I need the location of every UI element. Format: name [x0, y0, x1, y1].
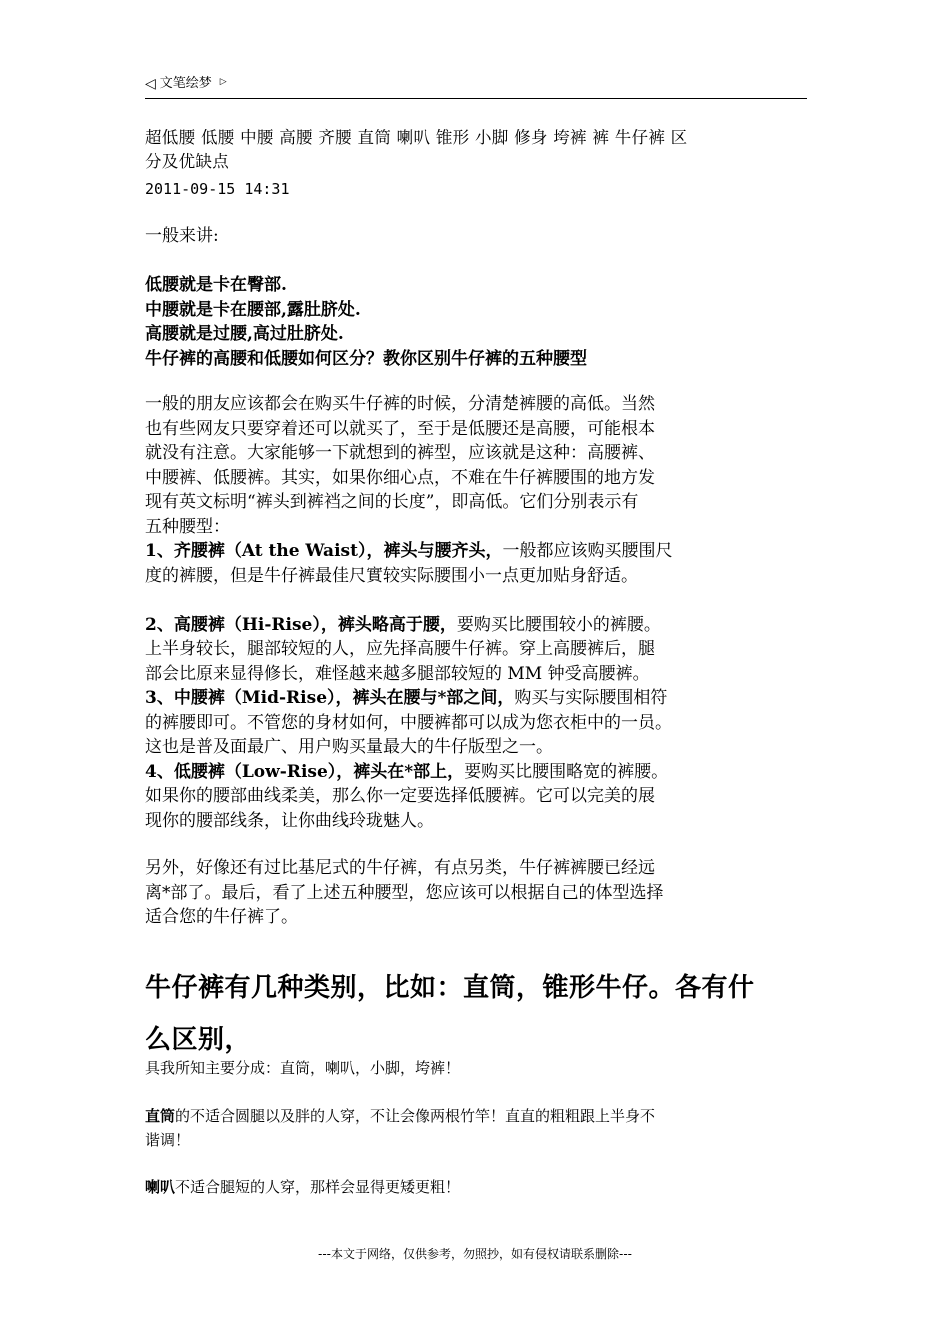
brand-name: 文笔绘梦 [159, 76, 212, 91]
page-footer-disclaimer: ---本文于网络，仅供参考，勿照抄，如有侵权请联系删除--- [318, 1247, 632, 1261]
waist-definitions [145, 273, 807, 371]
answer-straight: 直筒的不适合圆腿以及胖的人穿，不让会像两根竹竿！直直的粗粗跟上半身不 谐调！ [145, 1107, 656, 1149]
definition-line: 高腰就是过腰,高过肚脐处. [145, 324, 344, 344]
article-title: 超低腰 低腰 中腰 高腰 齐腰 直筒 喇叭 锥形 小脚 修身 垮裤 裤 牛仔裤 区 分及优缺点 [145, 128, 688, 171]
triangle-right-icon: ▷ [219, 77, 227, 87]
list-item: 1、齐腰裤（At the Waist），裤头与腰齐头，一般都应该购买腰围尺 [145, 541, 673, 561]
definition-line: 低腰就是卡在臀部. [145, 275, 287, 295]
list-item: 2、高腰裤（Hi-Rise），裤头略高于腰，要购买比腰围较小的裤腰。 [145, 614, 661, 635]
answer-intro: 具我所知主要分成：直筒，喇叭，小脚，垮裤！ [145, 1059, 461, 1077]
definition-line: 中腰就是卡在腰部,露肚脐处. [145, 299, 361, 320]
intro-text: 一般来讲: [145, 226, 219, 246]
list-item: 4、低腰裤（Low-Rise），裤头在*部上，要购买比腰围略宽的裤腰。 [145, 761, 669, 782]
section-heading: 牛仔裤有几种类别，比如：直筒，锥形牛仔。各有什 么区别， [145, 973, 755, 1055]
triangle-left-icon: ◁ [145, 76, 156, 92]
subheading-line: 牛仔裤的高腰和低腰如何区分？教你区别牛仔裤的五种腰型 [145, 348, 587, 369]
body-section-waist-types: 一般的朋友应该都会在购买牛仔裤的时候，分清楚裤腰的高低。当然 也有些网友只要穿着还可以就买了，至于是低腰还是高腰，可能根本 就没有注意。大家能够一下就想到的裤型，应该就是这种：高腰裤、 中腰裤、低腰裤。其实，如果你细心点，不难在牛仔裤腰围的地方发 现有英文标明“裤头到裤裆之间的长度”，即高低。它们分别表示有 五种腰型： 1、齐腰裤（At the Waist），裤头与腰齐头，一般都应该购买腰围尺 度的裤腰，但是牛仔裤最佳尺實较实际腰围小一点更加贴身舒适。 2、高腰裤（Hi-Rise），裤头略高于腰，要购买比腰围较小的裤腰。 上半身较长，腿部较短的人，应先择高腰牛仔裤。穿上高腰裤后，腿 部会比原来显得修长，难怪越来越多腿部较短的 MM 钟受高腰裤。 3、中腰裤（Mid-Rise），裤头在腰与*部之间，购买与实际腰围相符 的裤腰即可。不管您的身材如何，中腰裤都可以成为您衣柜中的一员。 这也是普及面最广、用户购买量最大的牛仔版型之一。 4、低腰裤（Low-Rise），裤头在*部上，要购买比腰围略宽的裤腰。 如果你的腰部曲线柔美，那么你一定要选择低腰裤。它可以完美的展 现你的腰部线条，让你曲线玲珑魅人。 [145, 392, 807, 833]
body-paragraph-closing: 另外，好像还有过比基尼式的牛仔裤，有点另类，牛仔裤裤腰已经远 离*部了。最后，看了上述五种腰型，您应该可以根据自己的体型选择 适合您的牛仔裤了。 [145, 858, 664, 927]
list-item: 3、中腰裤（Mid-Rise），裤头在腰与*部之间，购买与实际腰围相符 [145, 688, 668, 708]
article-date: 2011-09-15 14:31 [145, 180, 290, 198]
page-header [145, 74, 807, 99]
answer-flare: 喇叭不适合腿短的人穿，那样会显得更矮更粗！ [145, 1178, 461, 1196]
